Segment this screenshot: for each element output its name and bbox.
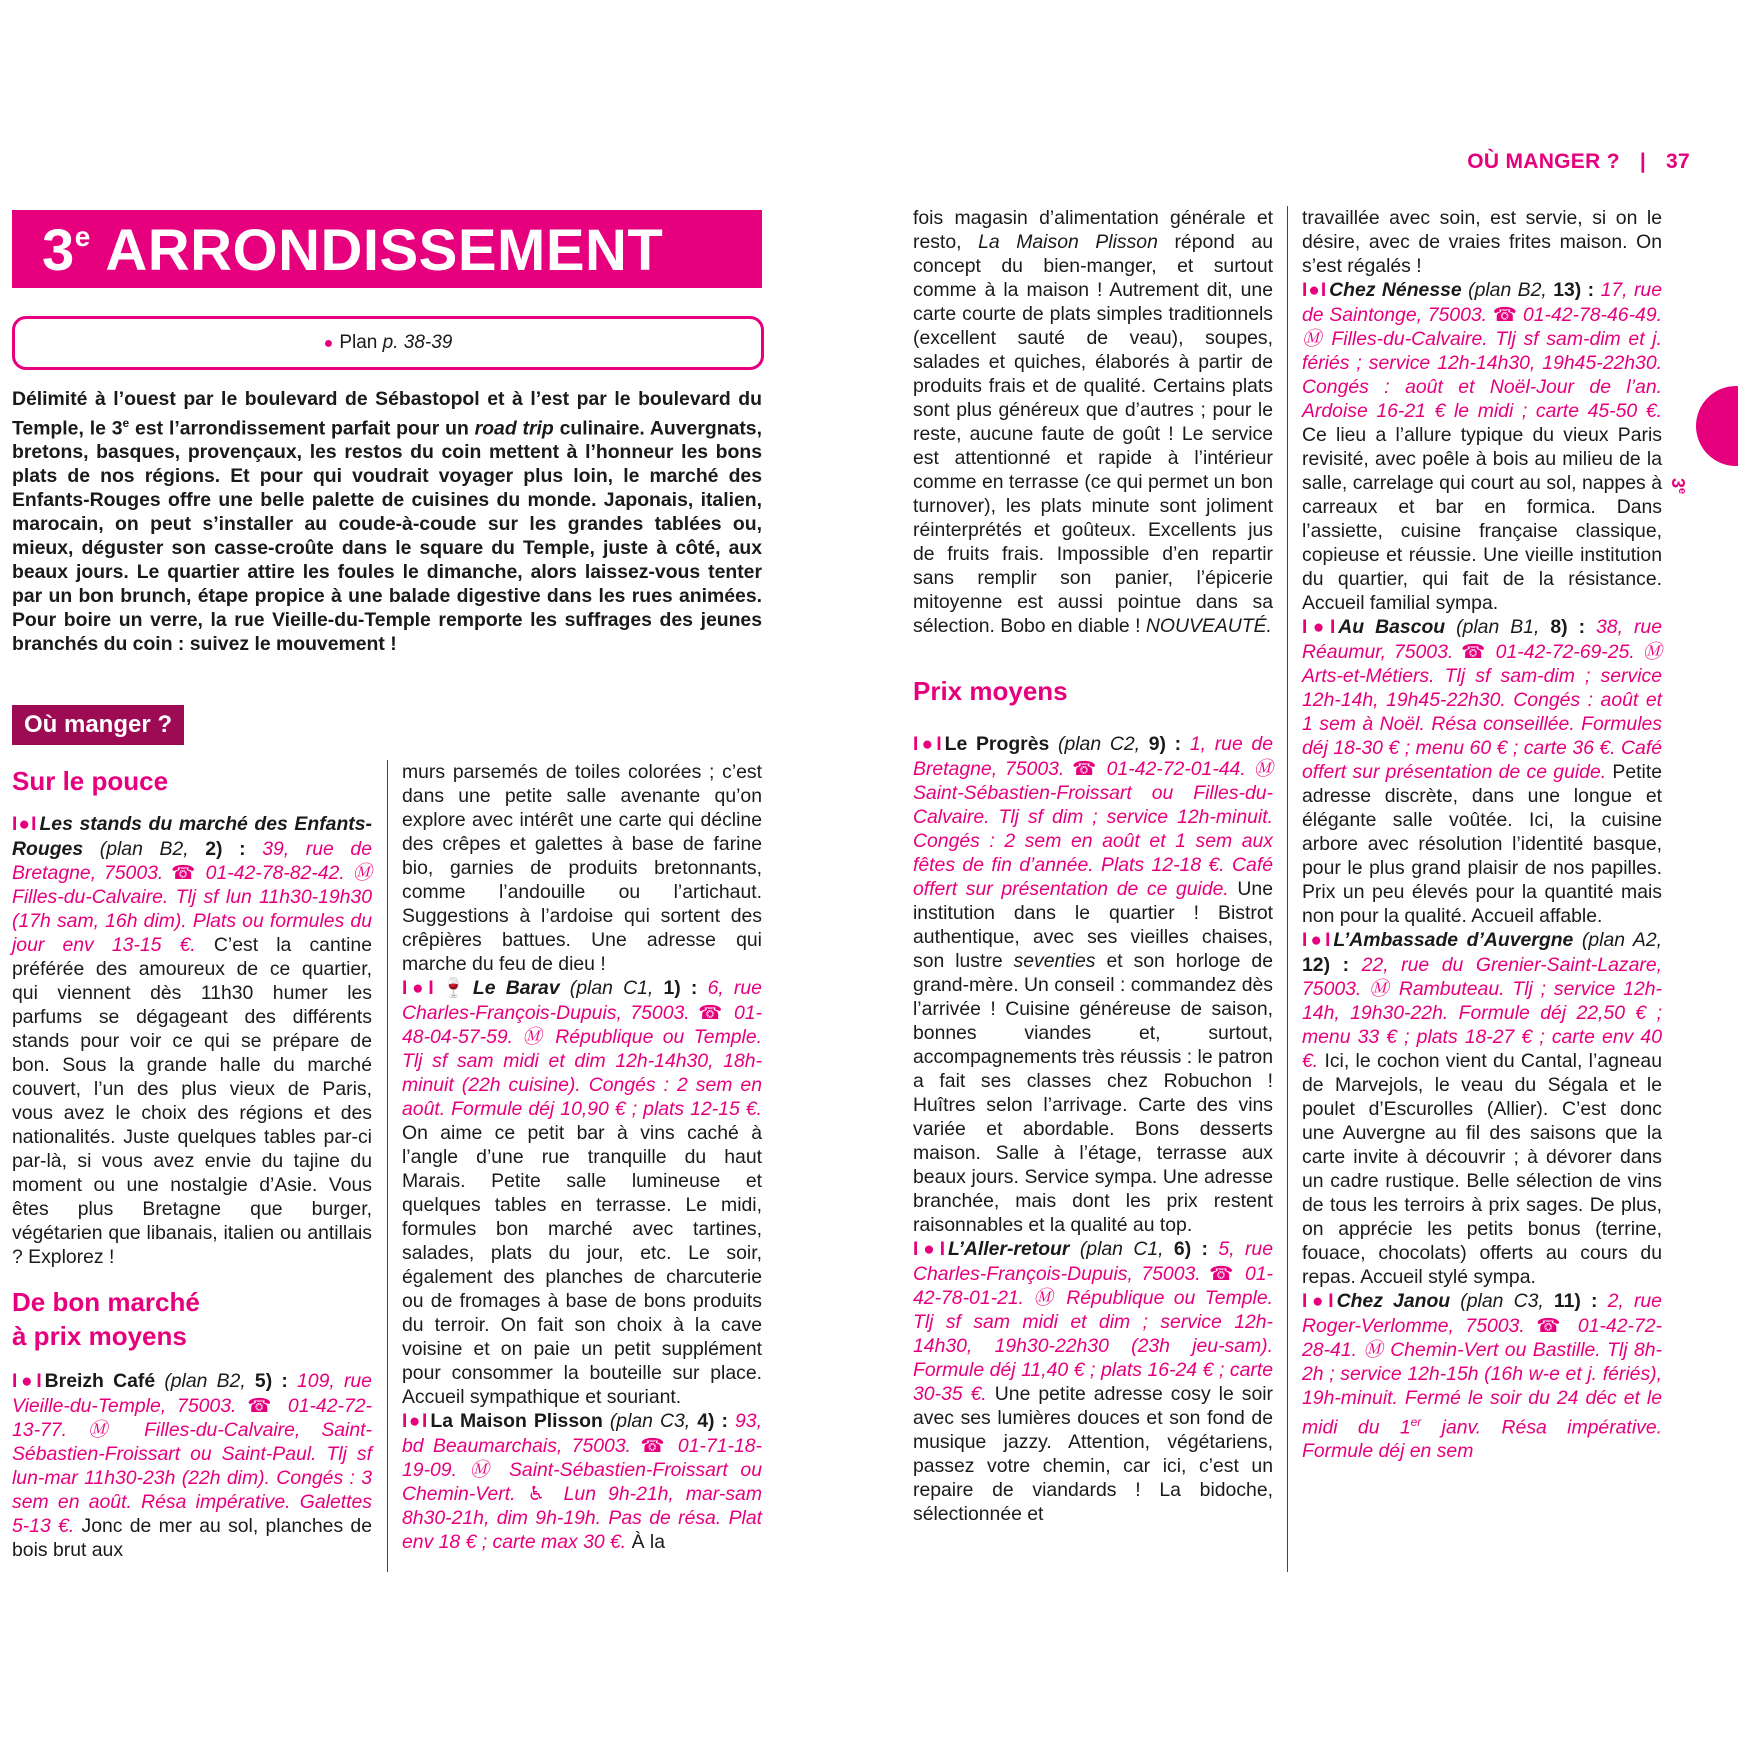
restaurant-icon: I●I: [913, 734, 942, 755]
listing-aller-retour: I●I L’Aller-retour (plan C1, 6) : 5, rue Charles-François-Dupuis, 75003. ☎ 01-42-78-01-21. Ⓜ République ou Temple. Tlj sf sam midi et dim ; service 12h-14h30, 19h30-22h30 (23h jeu-sam). Formule déj 11,40 € ; plats 16-24 € ; carte 30-35 €. Une petite adresse cosy le soir avec ses lumières douces et son fond de musique jazzy. Attention, végétariens, passez votre chemin, car ici, c’est un repaire de viandards ! La bidoche, sélectionnée et: [913, 1238, 1273, 1525]
bullet-icon: ●: [323, 335, 334, 352]
heading-prix-moyens: Prix moyens: [913, 676, 1068, 706]
side-tab-label: [1667, 478, 1688, 494]
header-separator: |: [1639, 150, 1647, 173]
restaurant-icon: I●I: [913, 1239, 946, 1260]
section-label: Où manger ?: [12, 705, 184, 745]
column-4: [1302, 206, 1662, 1463]
listing-enfants-rouges: I●I Les stands du marché des Enfants-Rouges (plan B2, 2) : 39, rue de Bretagne, 75003. ☎ 01-42-78-82-42. Ⓜ Filles-du-Calvaire. Tlj sf lun 11h30-19h30 (17h sam, 16h dim). Plats ou formules du jour env 13-15 €. C’est la cantine préférée des amoureux de ce quartier, qui viennent dès 11h30 humer les parfums se dégageant des différents stands pour voir ce qui se prépare de bon. Sous la grande halle du marché couvert, l’un des plus vieux de Paris, vous avez le choix des régions et des nationalités. Juste quelques tables par-ci par-là, si vous avez envie du tajine du moment ou une nostalgie d’Asie. Vous êtes plus Bretagne que burger, végétarien que libanais, italien ou antillais ? Explorez !: [12, 813, 372, 1268]
heading-sur-le-pouce: Sur le pouce: [12, 766, 169, 796]
listing-aller-continued: travaillée avec soin, est servie, si on le désire, avec de vraies frites maison. On s’est régalés !: [1302, 207, 1662, 277]
listing-plisson-continued: fois magasin d’alimentation générale et resto, La Maison Plisson répond au concept du bien-manger, et surtout comme à la maison ! Autrement dit, une carte courte de plats simples traditionnels (excellent sauté de veau), soupes, salades et quiches, élaborés à partir de produits frais et de qualité. Certains plats sont plus généreux que d’autres ; pour le reste, aucune faute de goût ! Le service est attentionné et rapide à l’intérieur comme en terrasse (ce qui permet un bon turnover), les plats minute sont joliment réinterprétés et goûteux. Excellents jus de fruits frais. Impossible d’en repartir sans remplir son panier, l’épicerie mitoyenne est aussi pointue dans sa sélection. Bobo en diable ! NOUVEAUTÉ.: [913, 207, 1273, 637]
restaurant-icon: I●I: [12, 1371, 42, 1392]
title-text: ARRONDISSEMENT: [105, 218, 664, 283]
column-2: [402, 760, 762, 1554]
intro-paragraph: Délimité à l’ouest par le boulevard de Sébastopol et à l’est par le boulevard du Temple, le 3e est l’arrondissement parfait pour un road trip culinaire. Auvergnats, bretons, basques, provençaux, les restos du coin mettent à l’honneur les bons plats de nos régions. Et pour qui voudrait voyager plus loin, le marché des Enfants-Rouges offre une belle palette de cuisines du monde. Japonais, italien, marocain, on peut s’installer au coude-à-coude sur les grandes tablées ou, mieux, déguster son casse-croûte dans le square du Temple, juste à côté, aux beaux jours. Le quartier attire les foules le dimanche, alors laissez-vous tenter par un bon brunch, étape propice à une balade digestive dans les rues animées. Pour boire un verre, la rue Vieille-du-Temple remporte les suffrages des jeunes branchés du coin : suivez le mouvement !: [12, 388, 762, 656]
listing-chez-nenesse: I●I Chez Nénesse (plan B2, 13) : 17, rue de Saintonge, 75003. ☎ 01-42-78-46-49. Ⓜ Filles-du-Calvaire. Tlj sf sam-dim et j. fériés ; service 12h-14h30, 19h45-22h30. Congés : août et Noël-Jour de l’an. Ardoise 16-21 € le midi ; carte 45-50 €. Ce lieu a l’allure typique du vieux Paris revisité, avec poêle à bois au milieu de la salle, carrelage qui court au sol, nappes à carreaux et bar en formica. Dans l’assiette, cuisine française classique, copieuse et réussie. Une vieille institution du quartier, qui fait de la résistance. Accueil familial sympa.: [1302, 279, 1662, 614]
plan-prefix: Plan: [339, 332, 378, 353]
listing-breizh-cafe: I●I Breizh Café (plan B2, 5) : 109, rue Vieille-du-Temple, 75003. ☎ 01-42-72-13-77. Ⓜ Filles-du-Calvaire, Saint-Sébastien-Froissart ou Saint-Paul. Tlj sf lun-mar 11h30-23h (22h dim). Congés : 3 sem en août. Résa impérative. Galettes 5-13 €. Jonc de mer au sol, planches de bois brut aux: [12, 1370, 372, 1561]
listing-maison-plisson: I●I La Maison Plisson (plan C3, 4) : 93, bd Beaumarchais, 75003. ☎ 01-71-18-19-09. Ⓜ Saint-Sébastien-Froissart ou Chemin-Vert. ♿ Lun 9h-21h, mar-sam 8h30-21h, dim 9h-19h. Pas de résa. Plat env 18 € ; carte max 30 €. À la: [402, 1410, 762, 1553]
restaurant-icon: I●I: [1302, 280, 1327, 301]
running-header: [1467, 150, 1690, 174]
page-title: [12, 210, 762, 283]
restaurant-icon: I●I: [402, 978, 434, 999]
listing-chez-janou: I●I Chez Janou (plan C3, 11) : 2, rue Roger-Verlomme, 75003. ☎ 01-42-72-28-41. Ⓜ Chemin-Vert ou Bastille. Tlj 8h-2h ; service 12h-15h (16h w-e et j. fériés), 19h-minuit. Fermé le soir du 24 déc et le midi du 1er janv. Résa impérative. Formule déj en sem: [1302, 1290, 1662, 1463]
heading-bon-marche: De bon marché à prix moyens: [12, 1287, 200, 1351]
restaurant-icon: I●I: [1302, 617, 1336, 638]
side-thumb-tab: [1696, 386, 1738, 466]
title-sup: e: [74, 221, 91, 252]
listing-le-progres: I●I Le Progrès (plan C2, 9) : 1, rue de Bretagne, 75003. ☎ 01-42-72-01-44. Ⓜ Saint-Sébastien-Froissart ou Filles-du-Calvaire. Tlj sf dim ; service 12h-minuit. Congés : 2 sem en août et 1 sem aux fêtes de fin d’année. Plats 12-18 €. Café offert sur présentation de ce guide. Une institution dans le quartier ! Bistrot authentique, avec ses vieilles chaises, son lustre seventies et son horloge de grand-mère. Un conseil : commandez dès l’arrivée ! Cuisine généreuse de saison, bonnes viandes et, surtout, accompagnements très réussis : le patron a fait ses classes chez Robuchon ! Huîtres selon l’arrivage. Carte des vins variée et abordable. Bons desserts maison. Salle à l’étage, terrasse aux beaux jours. Service sympa. Une adresse branchée, mais dont les prix restent raisonnables et la qualité au top.: [913, 733, 1273, 1236]
listing-breizh-continued: murs parsemés de toiles colorées ; c’est dans une petite salle avenante qu’on explore avec intérêt une carte qui décline des crêpes et galettes à base de farine bio, garnies de produits bretonnants, comme l’andouille ou l’artichaut. Suggestions à l’ardoise qui sortent des crêpières battues. Une adresse qui marche du feu de dieu !: [402, 761, 762, 975]
column-divider: [387, 760, 388, 1572]
restaurant-icon: I●I: [12, 814, 37, 835]
listing-ambassade-auvergne: I●I L’Ambassade d’Auvergne (plan A2, 12) : 22, rue du Grenier-Saint-Lazare, 75003. Ⓜ Rambuteau. Tlj ; service 12h-14h, 19h30-22h. Formule déj 22,50 € ; menu 33 € ; plats 18-27 € ; carte env 40 €. Ici, le cochon vient du Cantal, l’agneau de Marvejols, le veau du Ségala et le poulet d’Escurolles (Allier). C’est donc une Auvergne au fil des saisons que la carte invite à découvrir ; à dévorer dans un cadre rustique. Belle sélection de vins de tous les terroirs à prix sages. De plus, on apprécie les petits bonus (terrine, fouace, chocolats) offerts au cours du repas. Accueil stylé sympa.: [1302, 929, 1662, 1288]
restaurant-icon: I●I: [1302, 930, 1331, 951]
page-number: 37: [1666, 150, 1690, 173]
column-1: [12, 764, 372, 1562]
side-tab-text: 3e: [1668, 478, 1688, 495]
restaurant-icon: I●I: [402, 1411, 428, 1432]
listing-au-bascou: I●I Au Bascou (plan B1, 8) : 38, rue Réaumur, 75003. ☎ 01-42-72-69-25. Ⓜ Arts-et-Métiers. Tlj sf sam-dim ; service 12h-14h, 19h45-22h30. Congés : août et 1 sem à Noël. Résa conseillée. Formules déj 18-30 € ; menu 60 € ; carte 36 €. Café offert sur présentation de ce guide. Petite adresse discrète, dans une longue et élégante salle voûtée. Ici, la cuisine arbore avec résolution l’identité basque, pour le plus grand plaisir de nos papilles. Prix un peu élevés pour la quantité mais non pour la qualité. Accueil affable.: [1302, 616, 1662, 927]
header-section: OÙ MANGER ?: [1467, 150, 1620, 173]
wheelchair-icon: ♿: [527, 1483, 552, 1505]
restaurant-icon: I●I: [1302, 1291, 1334, 1312]
column-divider: [1287, 206, 1288, 1572]
title-number: 3: [42, 218, 75, 283]
title-banner: [12, 210, 762, 288]
wine-glass-icon: 🍷: [436, 978, 470, 999]
column-3: [913, 206, 1273, 1526]
listing-le-barav: I●I 🍷 Le Barav (plan C1, 1) : 6, rue Charles-François-Dupuis, 75003. ☎ 01-48-04-57-59. Ⓜ République ou Temple. Tlj sf sam midi et dim 12h-14h30, 18h-minuit (22h cuisine). Congés : 2 sem en août. Formule déj 10,90 € ; plats 12-15 €. On aime ce petit bar à vins caché à l’angle d’une rue tranquille du haut Marais. Petite salle lumineuse et quelques tables en terrasse. Le midi, formules bon marché avec tartines, salades, plats du jour, etc. Le soir, également des planches de charcuterie ou de fromages à base de bons produits du terroir. On fait son choix à la cave voisine et on paie un petit supplément pour consommer la bouteille sur place. Accueil sympathique et souriant.: [402, 977, 762, 1408]
plan-pages: p. 38-39: [382, 332, 453, 353]
plan-reference-box: [12, 316, 764, 370]
